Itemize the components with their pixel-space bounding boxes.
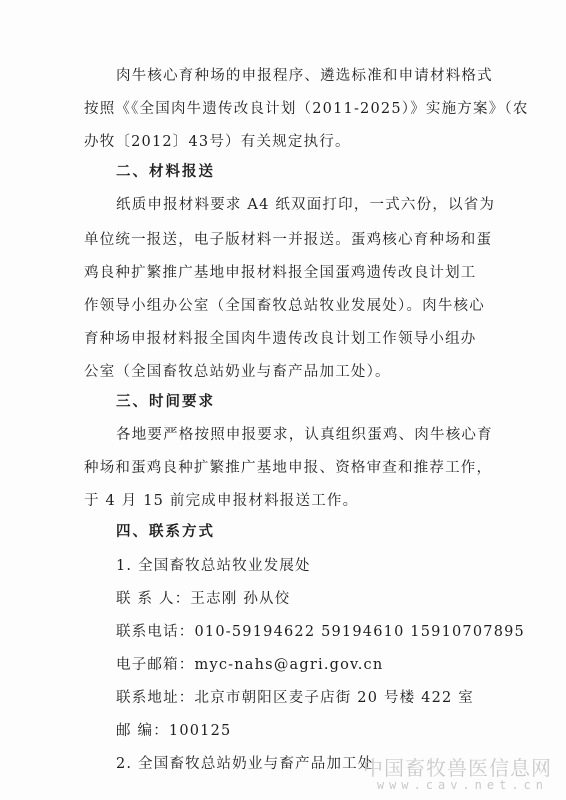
contact-unit-1: 1. 全国畜牧总站牧业发展处: [116, 558, 311, 574]
paragraph-line: 各地要严格按照申报要求，认真组织蛋鸡、肉牛核心育: [116, 427, 493, 443]
section-heading: 二、材料报送: [116, 164, 215, 180]
paragraph-line: 单位统一报送，电子版材料一并报送。蛋鸡核心育种场和蛋: [84, 232, 493, 248]
watermark-title: 中国畜牧兽医信息网: [363, 756, 552, 780]
paragraph-line: 作领导小组办公室（全国畜牧总站牧业发展处）。肉牛核心: [84, 298, 485, 314]
section-heading: 三、时间要求: [116, 394, 215, 410]
paragraph-line: 按照《《全国肉牛遗传改良计划（2011-2025）》实施方案》（农: [84, 101, 529, 117]
paragraph-line: 鸡良种扩繁推广基地申报材料报全国蛋鸡遗传改良计划工: [84, 265, 477, 281]
contact-persons: 联 系 人：王志刚 孙从佼: [116, 591, 291, 607]
contact-email: 电子邮箱：myc-nahs@agri.gov.cn: [116, 657, 384, 673]
watermark-url: www.cav.net.cn: [376, 778, 548, 792]
contact-postcode: 邮 编：100125: [116, 723, 232, 739]
section-heading: 四、联系方式: [116, 524, 215, 540]
paragraph-line: 于 4 月 15 前完成申报材料报送工作。: [84, 493, 359, 509]
paragraph-line: 种场和蛋鸡良种扩繁推广基地申报、资格审查和推荐工作，: [84, 460, 493, 476]
paragraph-line: 肉牛核心育种场的申报程序、遴选标准和申请材料格式: [116, 68, 493, 84]
paragraph-line: 办牧〔2012〕43号）有关规定执行。: [84, 134, 351, 150]
contact-address: 联系地址：北京市朝阳区麦子店街 20 号楼 422 室: [116, 690, 474, 706]
paragraph-line: 育种场申报材料报全国肉牛遗传改良计划工作领导小组办: [84, 331, 477, 347]
paragraph-line: 纸质申报材料要求 A4 纸双面打印，一式六份，以省为: [116, 197, 496, 213]
paragraph-line: 公室（全国畜牧总站奶业与畜产品加工处）。: [84, 364, 391, 380]
contact-unit-2: 2. 全国畜牧总站奶业与畜产品加工处: [116, 756, 374, 772]
contact-phone: 联系电话：010-59194622 59194610 15910707895: [116, 624, 525, 640]
